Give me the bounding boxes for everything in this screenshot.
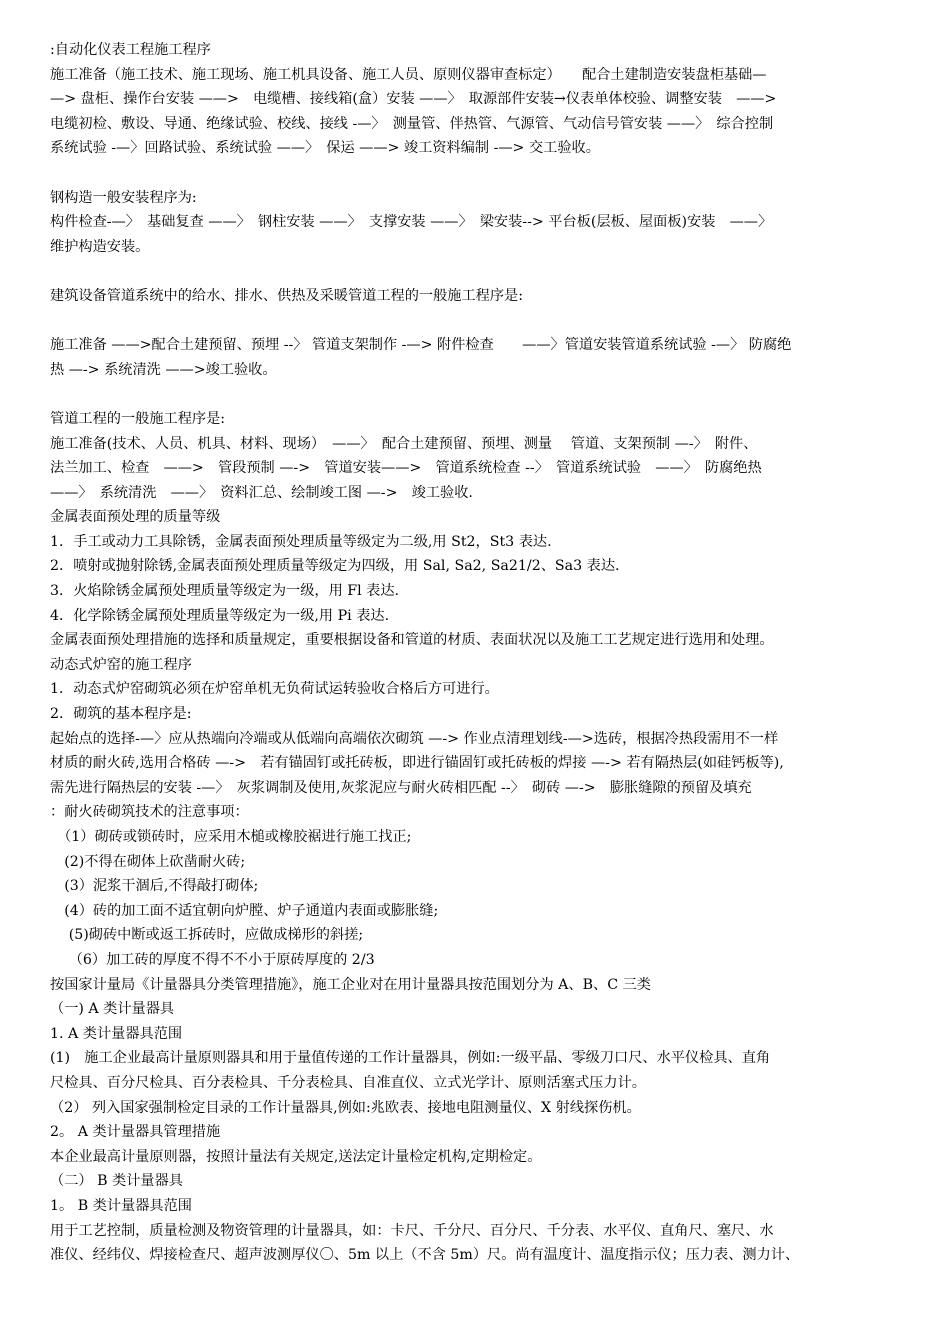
text-line: 施工准备(技术、人员、机具、材料、现场） ——〉 配合土建预留、预埋、测量 管道、支架预制 —-〉 附件、 xyxy=(50,435,758,452)
text-line: 按国家计量局《计量器具分类管理措施》，施工企业对在用计量器具按范围划分为 A、B、C 三类 xyxy=(50,976,651,993)
text-line: 需先进行隔热层的安装 -—〉 灰浆调制及使用,灰浆泥应与耐火砖相匹配 --〉 砌砖 —-> 膨胀缝隙的预留及填充 xyxy=(50,779,752,796)
text-line: （1）砌砖或锁砖时，应采用木槌或橡胶裾进行施工找正; xyxy=(50,829,412,845)
text-line: 金属表面预处理的质量等级 xyxy=(50,509,221,526)
blank-line xyxy=(50,382,906,407)
text-line: 本企业最高计量原则器，按照计量法有关规定,送法定计量检定机构,定期检定。 xyxy=(50,1148,542,1165)
text-line: 施工准备（施工技术、施工现场、施工机具设备、施工人员、原则仪器审查标定） 配合土建制造安装盘柜基础— xyxy=(50,66,767,83)
text-line: 2．砌筑的基本程序是: xyxy=(50,706,192,723)
text-line: （一) A 类计量器具 xyxy=(50,1001,175,1018)
text-line: —> 盘柜、操作台安装 ——> 电缆槽、接线箱(盒）安装 ——〉 取源部件安装→仪表单体校验、调整安装 ——> xyxy=(50,91,777,108)
text-line: 1. A 类计量器具范围 xyxy=(50,1025,183,1042)
text-line: 金属表面预处理措施的选择和质量规定，重要根据设备和管道的材质、表面状况以及施工工艺规定进行选用和处理。 xyxy=(50,632,774,649)
text-line: 材质的耐火砖,选用合格砖 —-> 若有锚固钉或托砖板，即进行锚固钉或托砖板的焊接 —-> 若有隔热层(如硅钙板等), xyxy=(50,755,784,772)
text-line: （2） 列入国家强制检定目录的工作计量器具,例如:兆欧表、接地电阻测量仪、X 射线探伤机。 xyxy=(50,1099,641,1116)
text-line: 施工准备 ——>配合土建预留、预埋 --〉 管道支架制作 -—> 附件检查 ——〉管道安装管道系统试验 -—〉 防腐绝 xyxy=(50,337,792,354)
text-line: 尺检具、百分尺检具、百分表检具、千分表检具、自准直仪、立式光学计、原则活塞式压力计。 xyxy=(50,1074,646,1091)
text-line: 建筑设备管道系统中的给水、排水、供热及采暖管道工程的一般施工程序是: xyxy=(50,287,523,304)
text-line: (4）砖的加工面不适宜朝向炉膛、炉子通道内表面或膨胀缝; xyxy=(50,902,439,919)
text-line: 动态式炉窑的施工程序 xyxy=(50,656,192,673)
text-line: 管道工程的一般施工程序是: xyxy=(50,410,226,427)
text-line: 钢构造一般安装程序为: xyxy=(50,189,197,206)
text-line: （二） B 类计量器具 xyxy=(50,1173,183,1190)
text-line: ：耐火砖砌筑技术的注意事项： xyxy=(50,804,249,821)
text-line: 1。 B 类计量器具范围 xyxy=(50,1197,192,1214)
text-line: (5)砌砖中断或返工拆砖时，应做成梯形的斜搓; xyxy=(50,927,364,944)
blank-line xyxy=(50,259,906,284)
text-line: （6）加工砖的厚度不得不不小于原砖厚度的 2/3 xyxy=(50,951,375,968)
text-line: 1．动态式炉窑砌筑必须在炉窑单机无负荷试运转验收合格后方可进行。 xyxy=(50,681,499,698)
blank-line xyxy=(50,309,906,334)
text-line: 热 —-> 系统清洗 ——>竣工验收。 xyxy=(50,361,277,378)
text-line: (1) 施工企业最高计量原则器具和用于量值传递的工作计量器具，例如:一级平晶、零级刀口尺、水平仪检具、直角 xyxy=(50,1050,771,1067)
text-line: 4．化学除锈金属预处理质量等级定为一级,用 Pi 表达. xyxy=(50,607,390,624)
text-line: 2．喷射或抛射除锈,金属表面预处理质量等级定为四级，用 Sal, Sa2, Sa21/2、Sa3 表达. xyxy=(50,558,620,575)
text-line: 1．手工或动力工具除锈，金属表面预处理质量等级定为二级,用 St2，St3 表达. xyxy=(50,533,552,550)
text-line: ——〉 系统清洗 ——〉 资料汇总、绘制竣工图 —-> 竣工验收. xyxy=(50,484,473,501)
blank-line xyxy=(50,161,906,186)
text-line: 电缆初检、敷设、导通、绝缘试验、校线、接线 -—〉 测量管、伴热管、气源管、气动信号管安装 ——〉 综合控制 xyxy=(50,115,774,132)
text-line: (2)不得在砌体上砍凿耐火砖; xyxy=(50,853,246,870)
text-line: :自动化仪表工程施工程序 xyxy=(50,42,211,58)
text-line: 维护构造安装。 xyxy=(50,238,150,255)
text-line: 用于工艺控制，质量检测及物资管理的计量器具，如：卡尺、千分尺、百分尺、千分表、水平仪、直角尺、塞尺、水 xyxy=(50,1222,774,1239)
text-line: 2。 A 类计量器具管理措施 xyxy=(50,1124,221,1141)
text-line: 构件检查-—〉 基础复查 ——〉 钢柱安装 ——〉 支撑安装 ——〉 梁安装--> 平台板(层板、屋面板)安装 ——〉 xyxy=(50,214,773,231)
text-line: 起始点的选择-—〉应从热端向冷端或从低端向高端依次砌筑 —-> 作业点清理划线-—>选砖，根据冷热段需用不一样 xyxy=(50,730,779,747)
text-line: 准仪、经纬仪、焊接检查尺、超声波测厚仪〇、5m 以上（不含 5m）尺。尚有温度计、温度指示仪；压力表、测力计、 xyxy=(50,1247,800,1264)
text-line: (3）泥浆干涸后,不得敲打砌体; xyxy=(50,878,259,895)
text-line: 3．火焰除锈金属预处理质量等级定为一级，用 Fl 表达. xyxy=(50,583,400,600)
text-line: 法兰加工、检查 ——> 管段预制 —-> 管道安装——> 管道系统检查 --〉 管道系统试验 ——〉 防腐绝热 xyxy=(50,460,762,477)
text-line: 系统试验 -—〉回路试验、系统试验 ——〉 保运 ——> 竣工资料编制 -—> 交工验收。 xyxy=(50,140,600,157)
